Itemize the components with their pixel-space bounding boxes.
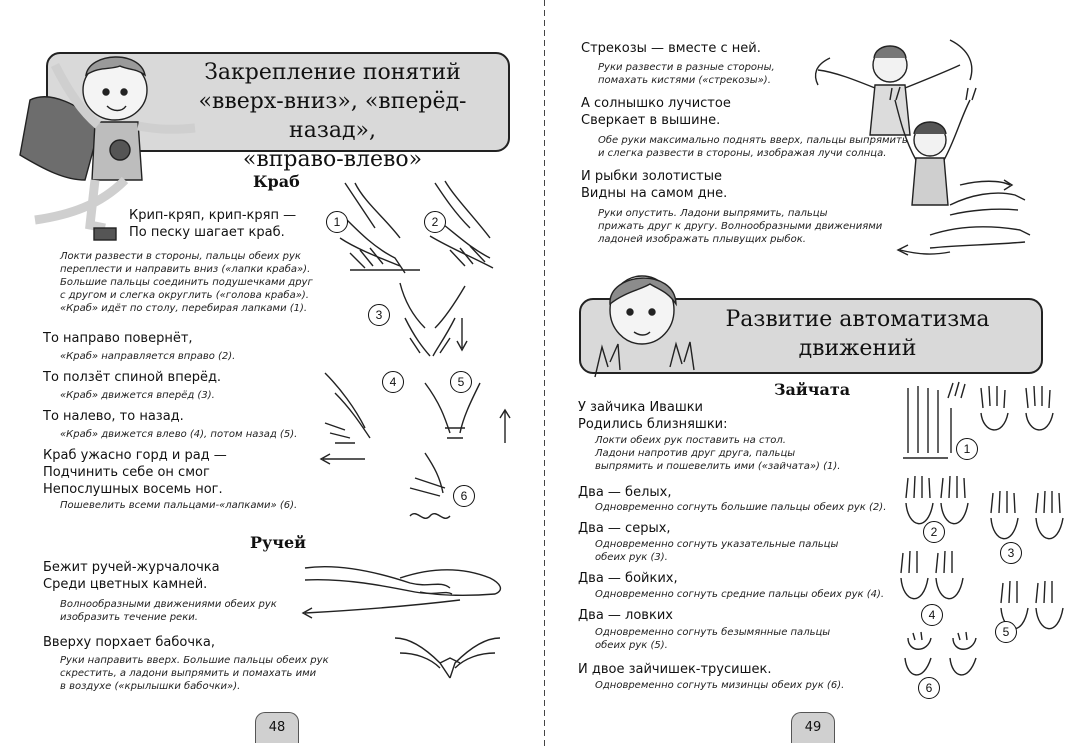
bunnies-instruction-1-line-1: Локти обеих рук поставить на стол. <box>595 435 786 446</box>
crab-verse-2: То направо повернёт, <box>43 331 193 346</box>
crab-verse-5 <box>43 447 227 498</box>
bunnies-verse-1-line-1: У зайчика Ивашки <box>578 400 704 415</box>
stream-instruction-1-line-2: изобразить течение реки. <box>60 612 198 623</box>
stream-instruction-2-line-3: в воздухе («крылышки бабочки»). <box>60 681 241 692</box>
crab-instruction-1-line-5: «Краб» идёт по столу, перебирая лапками (1). <box>60 303 308 314</box>
left-title <box>160 58 505 174</box>
sun-instruction-line-1: Обе руки максимально поднять вверх, пальцы выпрямить <box>598 135 908 146</box>
bunnies-instruction-6: Одновременно согнуть мизинцы обеих рук (6). <box>595 680 845 691</box>
fish-instruction-line-2: прижать друг к другу. Волнообразными движениями <box>598 221 883 232</box>
bunnies-instruction-3-line-1: Одновременно согнуть указательные пальцы <box>595 539 839 550</box>
crab-instruction-5: Пошевелить всеми пальцами-«лапками» (6). <box>60 500 298 511</box>
crab-instruction-3: «Краб» движется вперёд (3). <box>60 390 215 401</box>
dragonflies-instruction-line-1: Руки развести в разные стороны, <box>598 62 775 73</box>
crab-verse-1 <box>129 207 296 241</box>
bunny-marker-6: 6 <box>918 677 940 699</box>
fish-verse-line-2: Видны на самом дне. <box>581 186 728 201</box>
dragonflies-instruction-line-2: помахать кистями («стрекозы»). <box>598 75 771 86</box>
bunnies-verse-6: И двое зайчишек-трусишек. <box>578 662 772 677</box>
bunny-marker-2: 2 <box>923 521 945 543</box>
stream-verse-1-line-1: Бежит ручей-журчалочка <box>43 560 220 575</box>
marker-3: 3 <box>368 304 390 326</box>
crab-verse-3: То ползёт спиной вперёд. <box>43 370 222 385</box>
crab-verse-4: То налево, то назад. <box>43 409 184 424</box>
dragonflies-verse: Стрекозы — вместе с ней. <box>581 41 761 56</box>
sun-verse-line-1: А солнышко лучистое <box>581 96 731 111</box>
bunny-marker-5: 5 <box>995 621 1017 643</box>
crab-instruction-1-line-3: Большие пальцы соединить подушечками друг <box>60 277 313 288</box>
crab-verse-1-line-1: Крип-кряп, крип-кряп — <box>129 208 297 223</box>
fish-verse <box>581 168 727 202</box>
right-page <box>545 0 1088 746</box>
crab-instruction-2: «Краб» направляется вправо (2). <box>60 351 236 362</box>
stream-verse-1-line-2: Среди цветных камней. <box>43 577 208 592</box>
bunnies-verse-5: Два — ловких <box>578 608 673 623</box>
stream-instruction-2 <box>60 654 329 693</box>
bunnies-instruction-5 <box>595 626 830 652</box>
sun-verse-line-2: Сверкает в вышине. <box>581 113 721 128</box>
right-title <box>680 305 1035 363</box>
left-title-line-3: «вправо-влево» <box>242 147 423 172</box>
stream-instruction-2-line-1: Руки направить вверх. Большие пальцы обеих рук <box>60 655 329 666</box>
bunny-hands-illustration <box>893 378 1083 703</box>
right-title-line-2: движений <box>798 336 917 361</box>
bunnies-verse-3: Два — серых, <box>578 521 671 536</box>
crab-verse-5-line-2: Подчинить себе он смог <box>43 465 210 480</box>
bunnies-instruction-4: Одновременно согнуть средние пальцы обеих рук (4). <box>595 589 885 600</box>
page-number-right: 49 <box>791 712 835 743</box>
bunnies-instruction-3 <box>595 538 838 564</box>
bunnies-instruction-3-line-2: обеих рук (3). <box>595 552 668 563</box>
sun-instruction-line-2: и слегка развести в стороны, изображая лучи солнца. <box>598 148 887 159</box>
crab-verse-1-line-2: По песку шагает краб. <box>129 225 285 240</box>
marker-6: 6 <box>453 485 475 507</box>
boy-peeking-illustration <box>590 262 700 382</box>
crab-instruction-1-line-4: с другом и слегка округлить («голова краба»). <box>60 290 309 301</box>
bunnies-verse-1-line-2: Родились близняшки: <box>578 417 728 432</box>
bunnies-instruction-1 <box>595 434 840 473</box>
bunny-marker-3: 3 <box>1000 542 1022 564</box>
stream-instruction-1 <box>60 598 277 624</box>
bunnies-instruction-1-line-3: выпрямить и пошевелить ими («зайчата») (1). <box>595 461 841 472</box>
fish-instruction-line-1: Руки опустить. Ладони выпрямить, пальцы <box>598 208 828 219</box>
marker-2: 2 <box>424 211 446 233</box>
marker-4: 4 <box>382 371 404 393</box>
bunnies-instruction-2: Одновременно согнуть большие пальцы обеих рук (2). <box>595 502 887 513</box>
bunnies-verse-1 <box>578 399 728 433</box>
bunnies-verse-2: Два — белых, <box>578 485 672 500</box>
sun-verse <box>581 95 731 129</box>
crab-instruction-1 <box>60 250 313 315</box>
left-title-line-1: Закрепление понятий <box>204 60 461 85</box>
bunnies-heading: Зайчата <box>774 380 851 399</box>
crab-instruction-4: «Краб» движется влево (4), потом назад (5). <box>60 429 298 440</box>
crab-verse-5-line-3: Непослушных восемь ног. <box>43 482 223 497</box>
crab-instruction-1-line-2: переплести и направить вниз («лапки краба»). <box>60 264 311 275</box>
bunnies-instruction-5-line-1: Одновременно согнуть безымянные пальцы <box>595 627 831 638</box>
bunnies-verse-4: Два — бойких, <box>578 571 678 586</box>
page-number-left: 48 <box>255 712 299 743</box>
crab-verse-5-line-1: Краб ужасно горд и рад — <box>43 448 227 463</box>
dragonflies-instruction <box>598 61 775 87</box>
crab-instruction-1-line-1: Локти развести в стороны, пальцы обеих рук <box>60 251 301 262</box>
bunnies-instruction-1-line-2: Ладони напротив друг друга, пальцы <box>595 448 796 459</box>
stream-heading: Ручей <box>250 533 307 552</box>
marker-5: 5 <box>450 371 472 393</box>
stream-instruction-1-line-1: Волнообразными движениями обеих рук <box>60 599 277 610</box>
bunnies-instruction-5-line-2: обеих рук (5). <box>595 640 668 651</box>
crab-heading: Краб <box>253 172 300 191</box>
fish-verse-line-1: И рыбки золотистые <box>581 169 722 184</box>
bunny-marker-1: 1 <box>956 438 978 460</box>
stream-verse-2: Вверху порхает бабочка, <box>43 635 216 650</box>
bunny-marker-4: 4 <box>921 604 943 626</box>
children-exercises-illustration <box>810 30 1070 270</box>
stream-hands-illustration <box>300 558 515 688</box>
fish-instruction-line-3: ладоней изображать плывущих рыбок. <box>598 234 806 245</box>
stream-verse-1 <box>43 559 220 593</box>
right-title-line-1: Развитие автоматизма <box>725 307 990 332</box>
left-title-line-2: «вверх-вниз», «вперёд-назад», <box>198 89 467 143</box>
marker-1: 1 <box>326 211 348 233</box>
stream-instruction-2-line-2: скрестить, а ладони выпрямить и помахать ими <box>60 668 317 679</box>
